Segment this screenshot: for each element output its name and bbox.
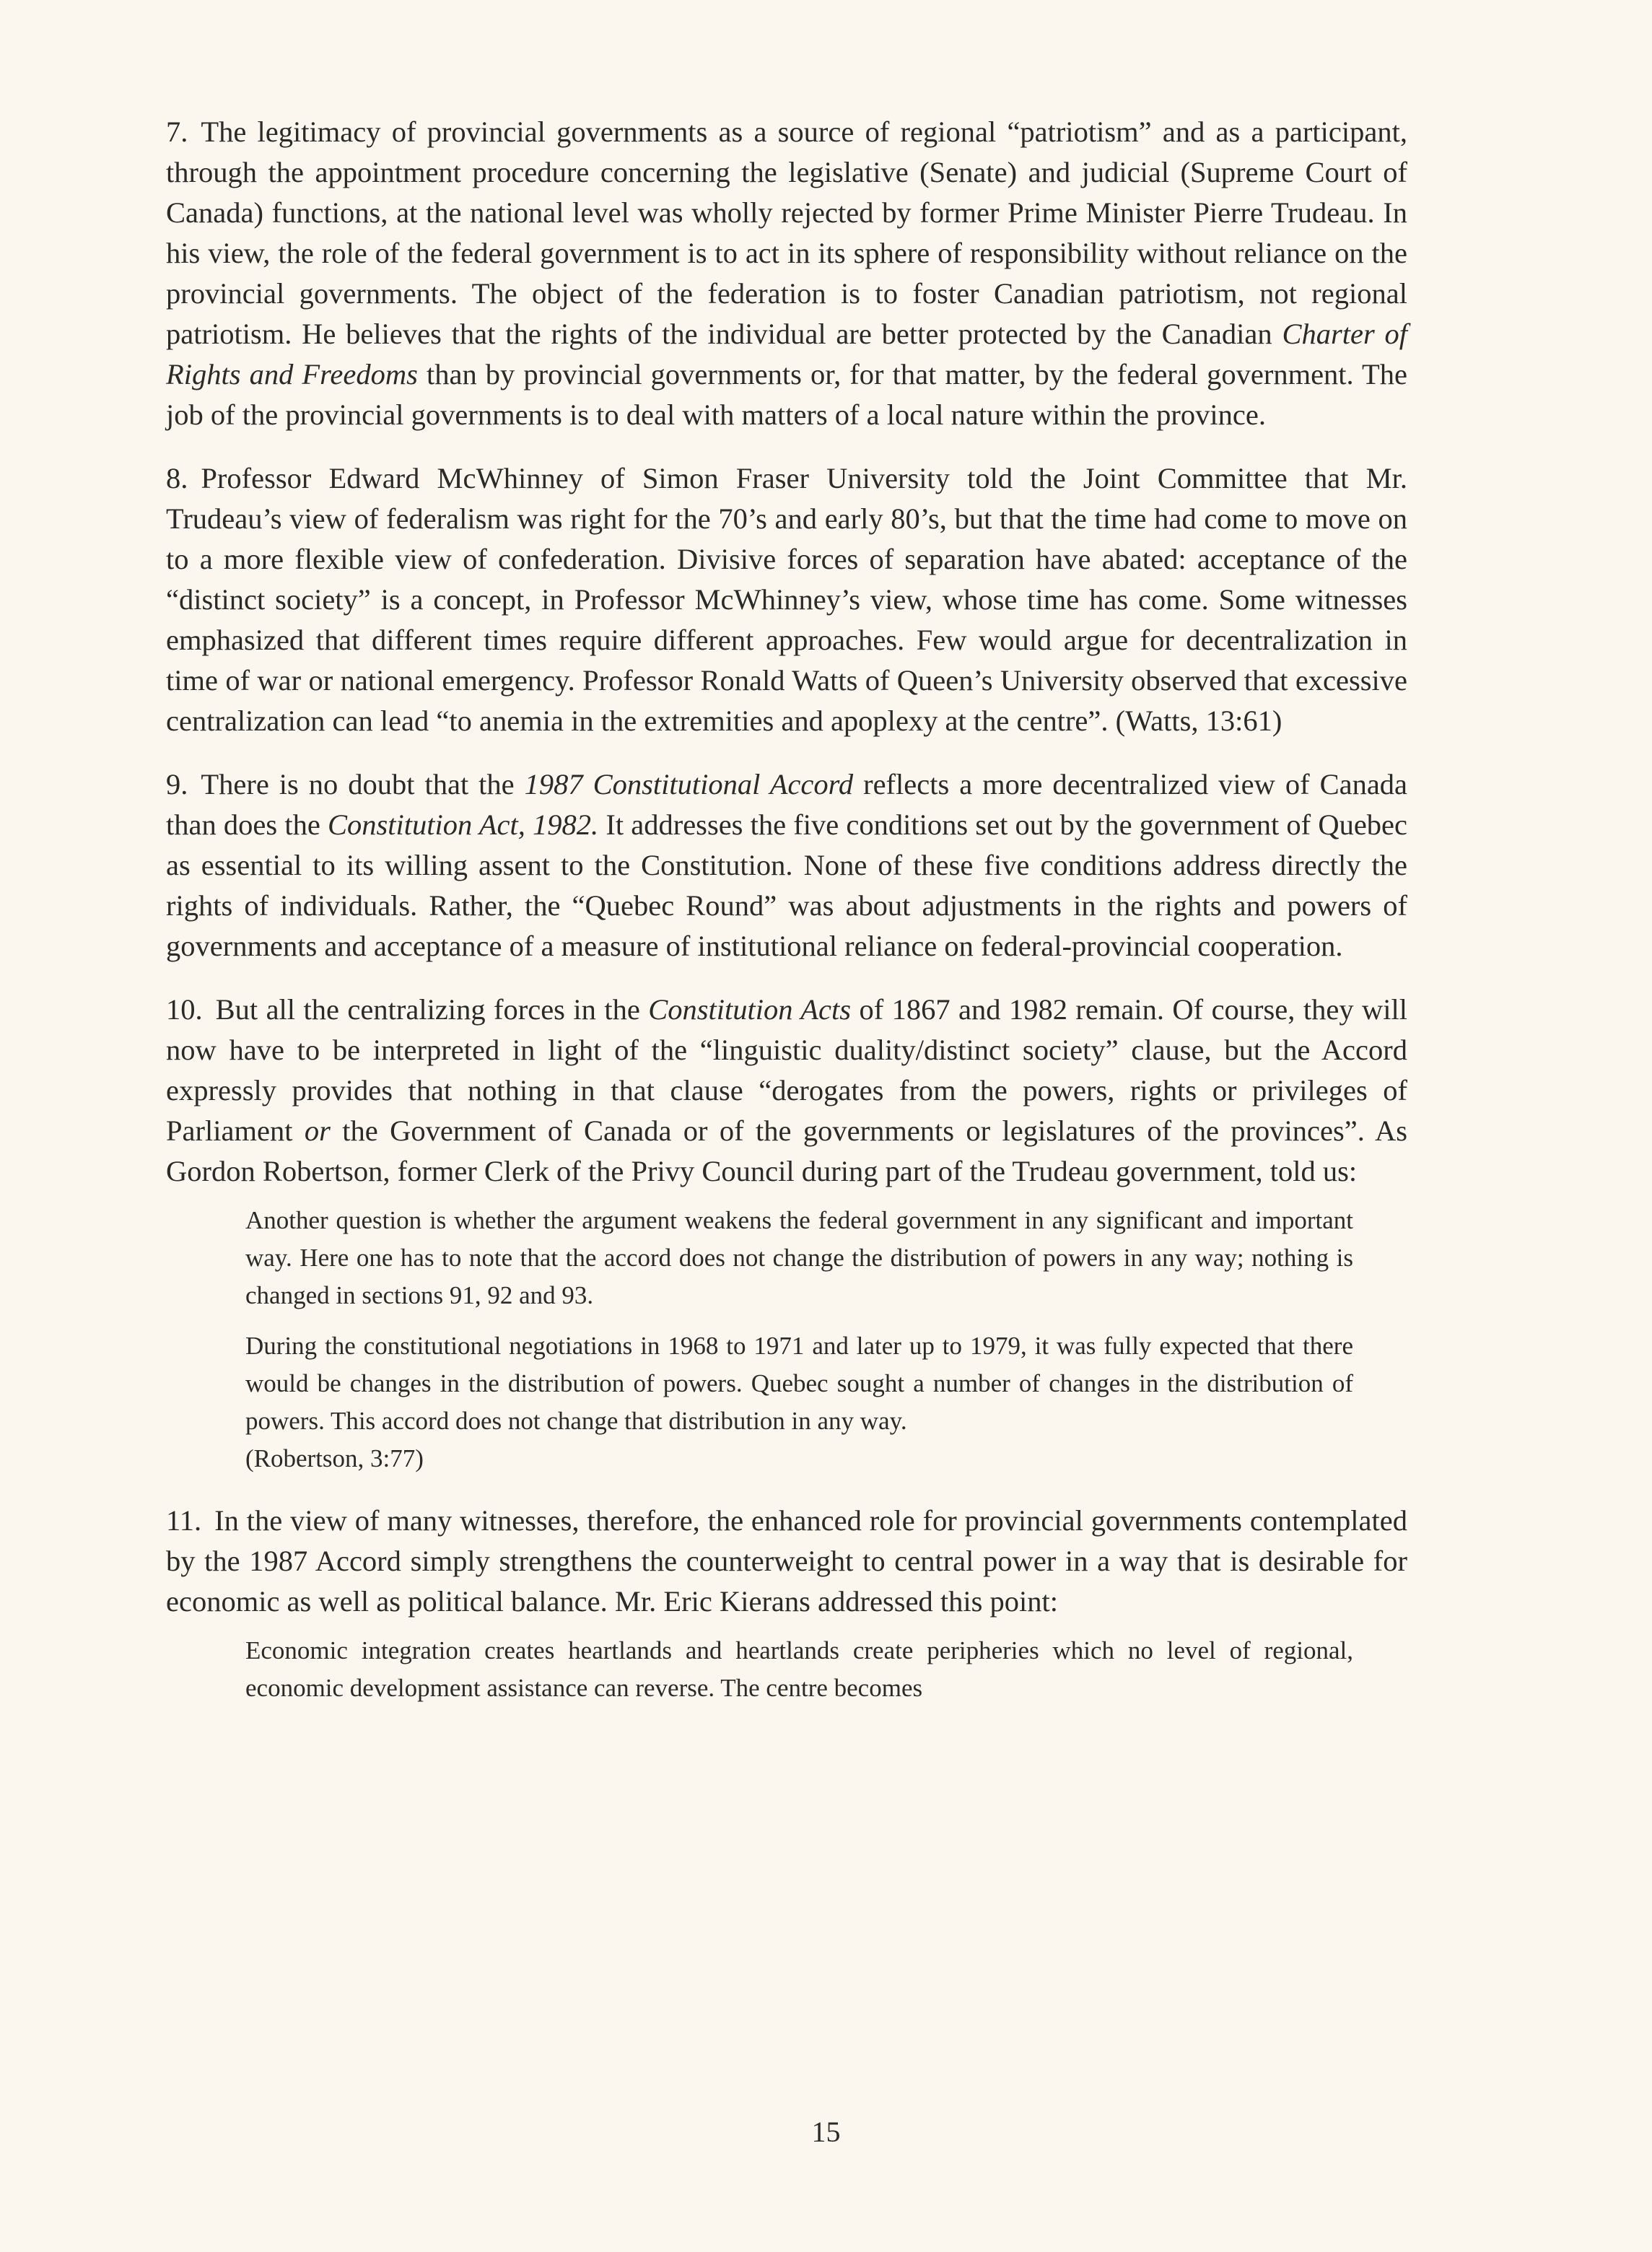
paragraph-text-after: It addresses the five conditions set out by the government of Quebec as essential to its willing assent to the Constitution. None of these five conditions address directly the rights of individuals. Rather, the “Quebec Round” was about adjustments in the rights and powers of governments and acceptance of a measure of institutional reliance on federal-provincial cooperation. [166,808,1408,962]
paragraph-number: 8. [166,462,188,494]
paragraph-text: The legitimacy of provincial governments as a source of regional “patriotism” and as a participant, through the appointment procedure concerning the legislative (Senate) and judicial (Supreme Court of Canada) functions, at the national level was wholly rejected by former Prime Minister Pierre Trudeau. In his view, the role of the federal government is to act in its sphere of responsibility without reliance on the provincial governments. The object of the federation is to foster Canadian patriotism, not regional patriotism. He believes that the rights of the individual are better protected by the Canadian [166,115,1407,350]
paragraph-7 [166,112,1407,435]
paragraph-text-mid: reflects a more decentralized view of Canada than does the [166,768,1408,841]
paragraph-number: 7. [166,115,188,148]
quote-citation: (Robertson, 3:77) [245,1444,424,1472]
italic-title: Charter of Rights and Freedoms [166,318,1408,390]
italic-title: 1987 Constitutional Accord [524,768,854,800]
italic-title-2: Constitution Act, 1982. [328,808,599,841]
document-page [166,112,1407,1720]
paragraph-text-mid: of 1867 and 1982 remain. Of course, they will now have to be interpreted in light of the “linguistic duality/distinct society” clause, but the Accord expressly provides that nothing in that clause “derogates from the powers, rights or privileges of Parliament [166,993,1408,1147]
paragraph-9 [166,764,1407,966]
paragraph-text: Professor Edward McWhinney of Simon Fraser University told the Joint Committee that Mr. Trudeau’s view of federalism was right for the 70’s and early 80’s, but that the time had come to move on to a more flexible view of confederation. Divisive forces of separation have abated: acceptance of the “distinct society” is a concept, in Professor McWhinney’s view, whose time has come. Some witnesses emphasized that different times require different approaches. Few would argue for decentralization in time of war or national emergency. Professor Ronald Watts of Queen’s University observed that excessive centralization can lead “to anemia in the extremities and apoplexy at the centre”. (Watts, 13:61) [166,462,1407,737]
paragraph-text: But all the centralizing forces in the [215,993,640,1026]
italic-title: Constitution Acts [648,993,851,1026]
paragraph-number: 9. [166,768,188,800]
paragraph-text: There is no doubt that the [201,768,515,800]
paragraph-text-after: than by provincial governments or, for that matter, by the federal government. The job of the provincial governments is to deal with matters of a local nature within the province. [166,358,1407,431]
paragraph-text-after: the Government of Canada or of the governments or legislatures of the provinces”. As Gordon Robertson, former Clerk of the Privy Council during part of the Trudeau government, told us: [166,1114,1408,1187]
paragraph-number: 11. [166,1504,202,1537]
block-quote-robertson-2: During the constitutional negotiations in 1968 to 1971 and later up to 1979, it was fully expected that there would be changes in the distribution of powers. Quebec sought a number of changes in the distribution of powers. This accord does not change that distribution in any way. [245,1332,1353,1435]
paragraph-number: 10. [166,993,203,1026]
paragraph-11 [166,1501,1407,1622]
page-number: 15 [811,2116,841,2148]
italic-word: or [304,1114,331,1147]
block-quote-kierans: Economic integration creates heartlands and heartlands create peripheries which no level of regional, economic development assistance can reverse. The centre becomes [245,1636,1353,1702]
paragraph-8 [166,458,1407,741]
paragraph-text: In the view of many witnesses, therefore, the enhanced role for provincial governments contemplated by the 1987 Accord simply strengthens the counterweight to central power in a way that is desirable for economic as well as political balance. Mr. Eric Kierans addressed this point: [166,1504,1407,1618]
paragraph-10 [166,990,1407,1192]
block-quote-robertson-1: Another question is whether the argument weakens the federal government in any significant and important way. Here one has to note that the accord does not change the distribution of powers in any way; nothing is changed in sections 91, 92 and 93. [245,1206,1353,1309]
